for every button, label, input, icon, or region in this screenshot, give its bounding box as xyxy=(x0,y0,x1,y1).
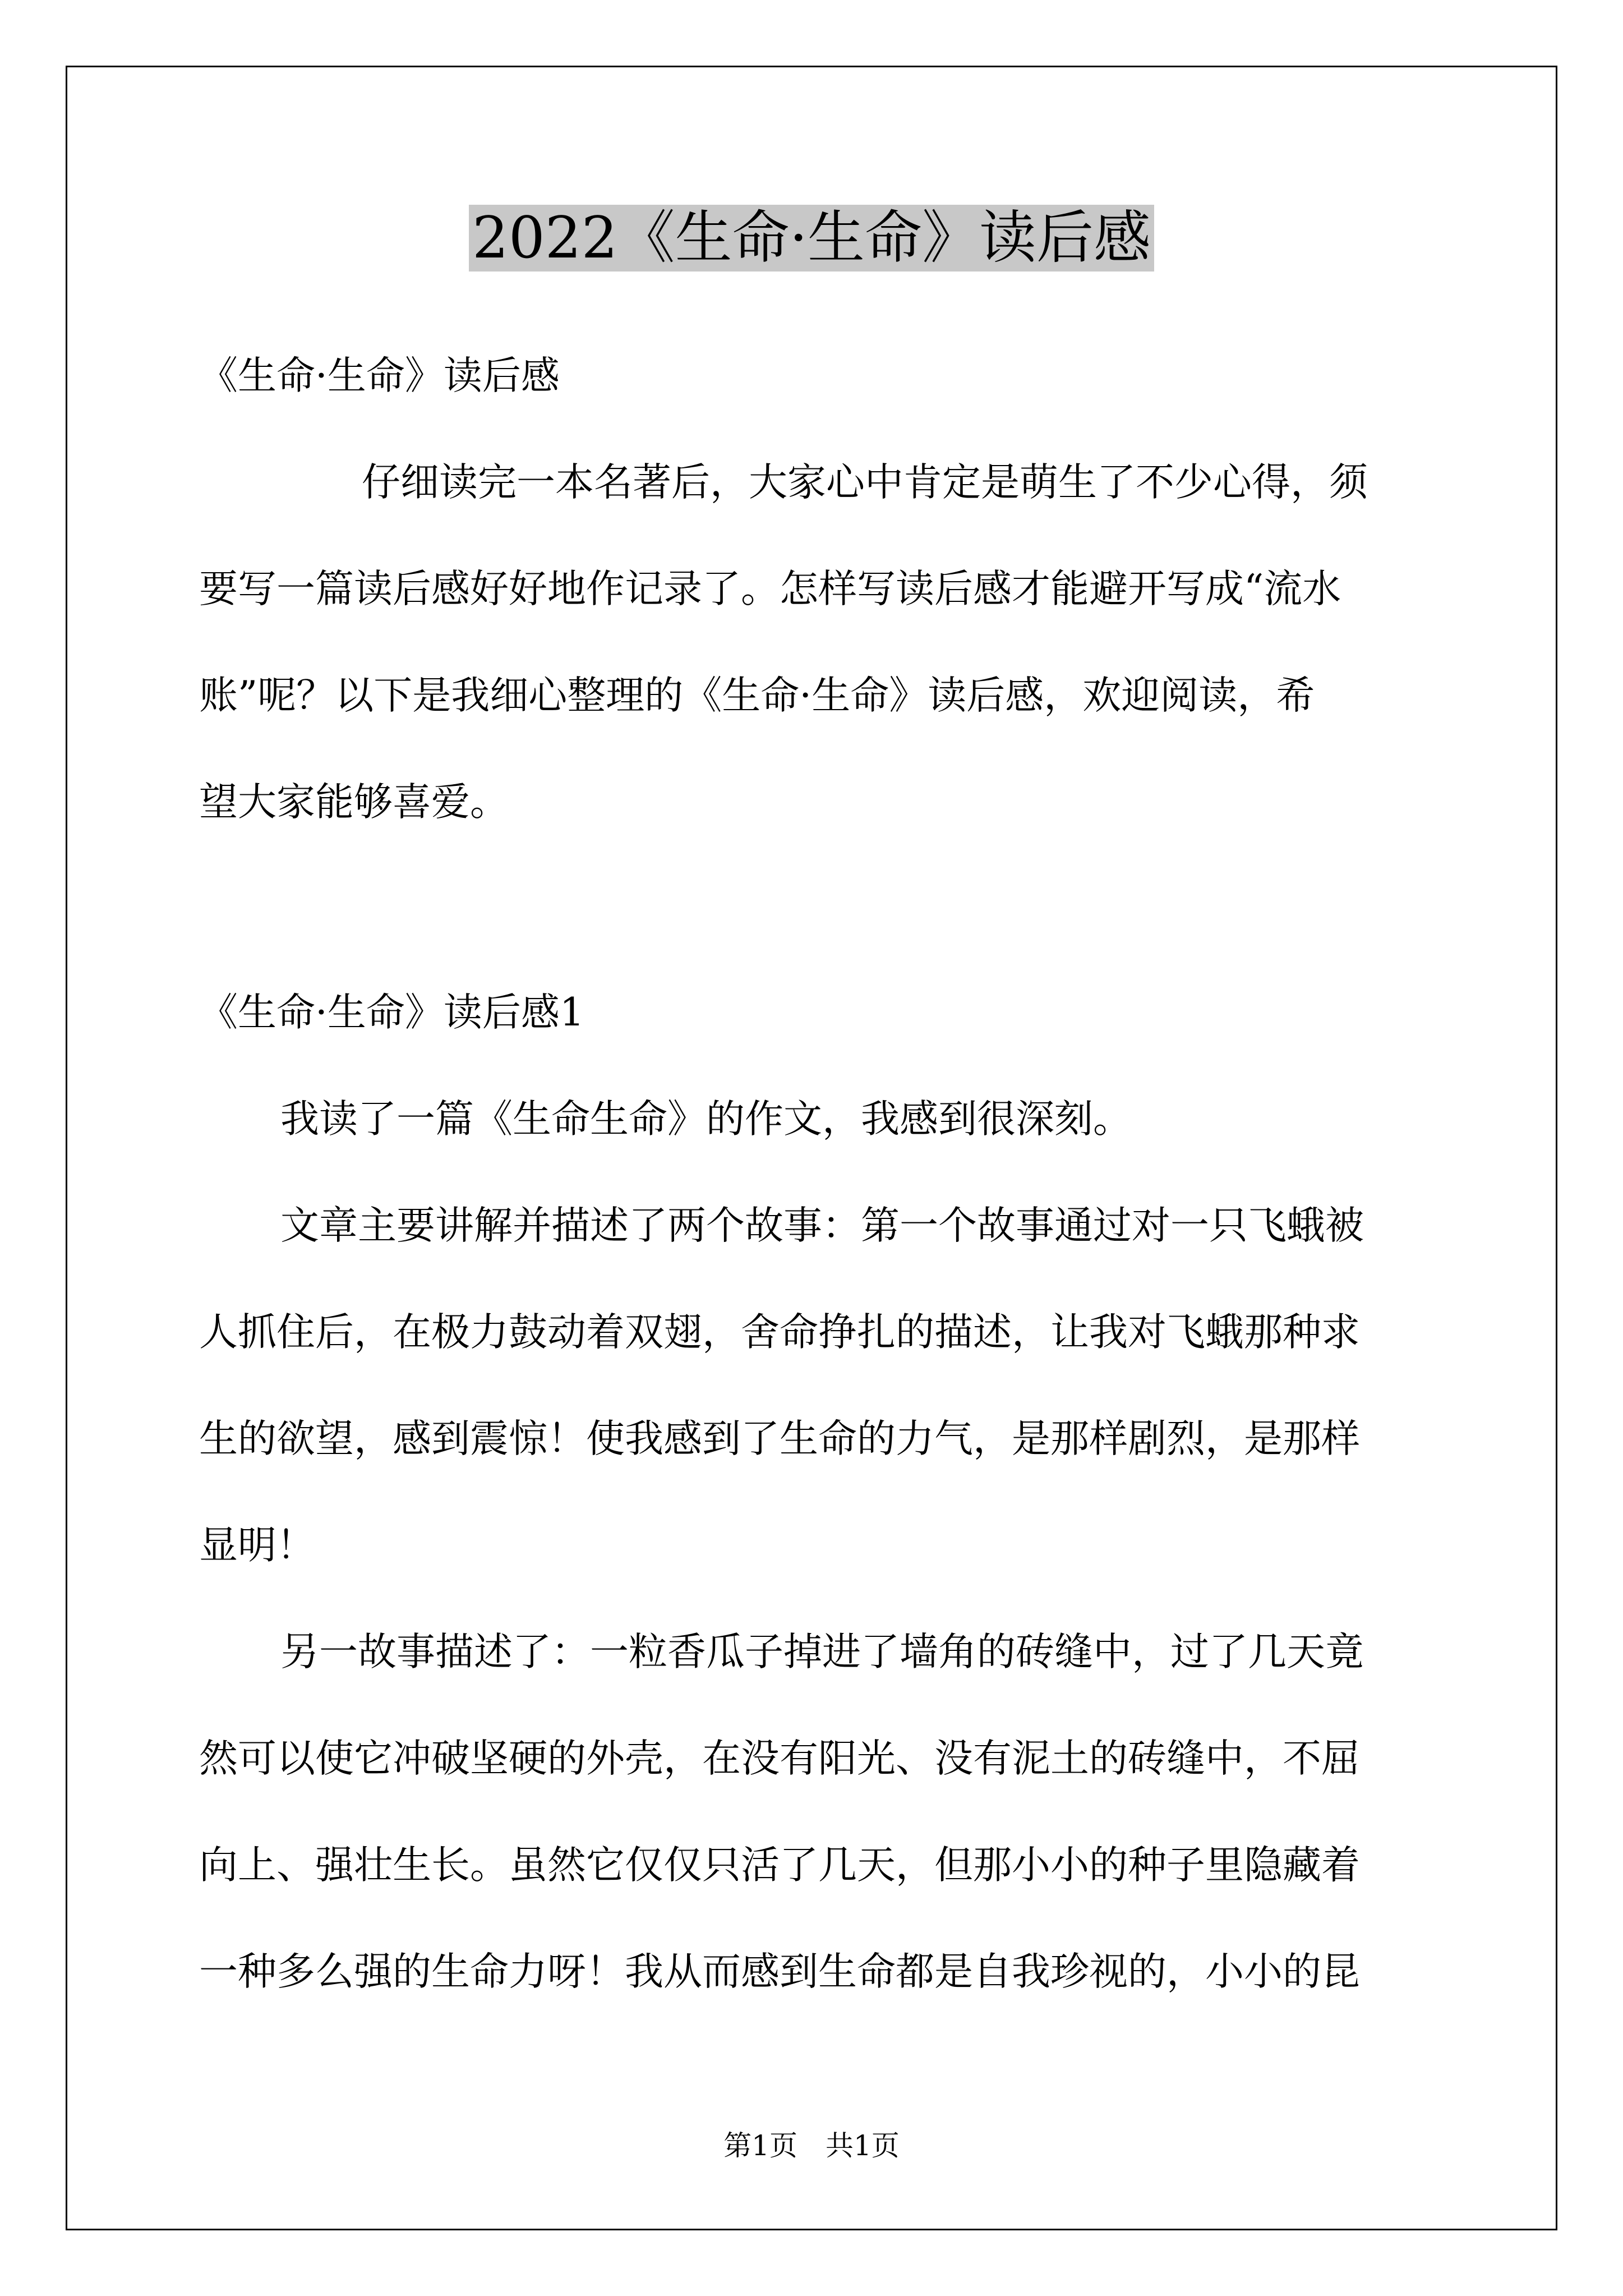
body-line: 生的欲望，感到震惊！使我感到了生命的力气，是那样剧烈，是那样 xyxy=(199,1416,1360,1461)
intro-line: 仔细读完一本名著后，大家心中肯定是萌生了不少心得，须 xyxy=(362,460,1368,505)
document-subtitle: 《生命·生命》读后感 xyxy=(199,353,560,398)
body-line: 然可以使它冲破坚硬的外壳，在没有阳光、没有泥土的砖缝中，不屈 xyxy=(199,1736,1360,1781)
intro-line: 要写一篇读后感好好地作记录了。怎样写读后感才能避开写成“流水 xyxy=(199,567,1341,611)
page-footer: 第1页 共1页 xyxy=(723,2129,900,2162)
body-line: 人抓住后，在极力鼓动着双翅，舍命挣扎的描述，让我对飞蛾那种求 xyxy=(199,1310,1360,1355)
intro-line: 账”呢？以下是我细心整理的《生命·生命》读后感，欢迎阅读，希 xyxy=(199,673,1315,718)
body-line: 另一故事描述了：一粒香瓜子掉进了墙角的砖缝中，过了几天竟 xyxy=(280,1630,1364,1674)
intro-line: 望大家能够喜爱。 xyxy=(199,780,509,825)
document-title xyxy=(0,202,1623,275)
body-line: 显明！ xyxy=(199,1523,315,1568)
body-line: 一种多么强的生命力呀！我从而感到生命都是自我珍视的，小小的昆 xyxy=(199,1949,1360,1994)
section-heading: 《生命·生命》读后感1 xyxy=(199,990,584,1035)
body-line: 我读了一篇《生命生命》的作文，我感到很深刻。 xyxy=(280,1097,1132,1142)
document-title-text: 2022《生命·生命》读后感 xyxy=(469,205,1154,272)
body-line: 向上、强壮生长。虽然它仅仅只活了几天，但那小小的种子里隐藏着 xyxy=(199,1843,1360,1888)
body-line: 文章主要讲解并描述了两个故事：第一个故事通过对一只飞蛾被 xyxy=(280,1203,1364,1248)
